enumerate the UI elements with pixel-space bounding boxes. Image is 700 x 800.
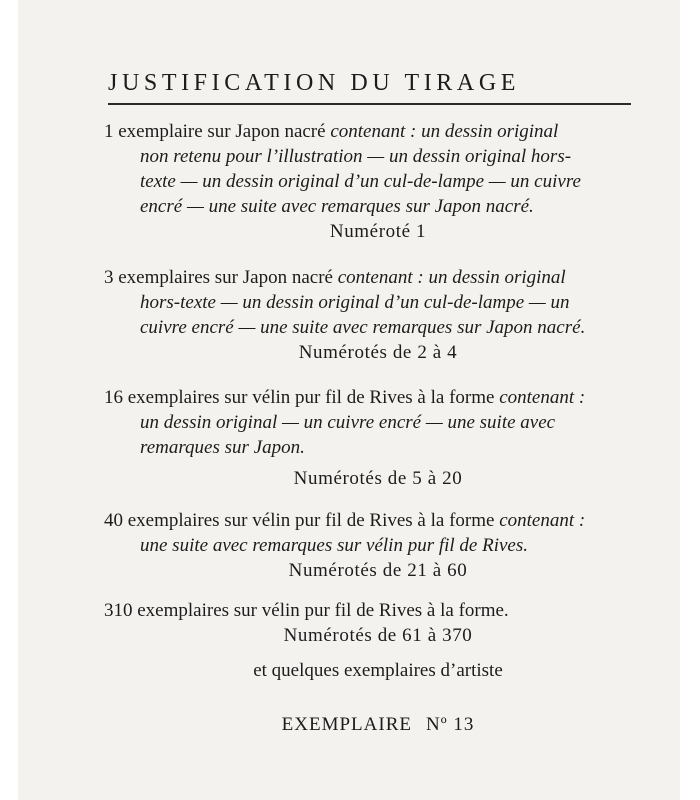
entry-line: encré — une suite avec remarques sur Japon nacré. bbox=[140, 196, 534, 217]
edition-entry-5 bbox=[104, 598, 634, 648]
title-rule bbox=[108, 103, 631, 105]
entry-line: 310 exemplaires sur vélin pur fil de Rives à la forme. bbox=[104, 600, 509, 621]
entry-line: 3 exemplaires sur Japon nacré contenant : un dessin original bbox=[104, 267, 566, 288]
copy-label: EXEMPLAIRE bbox=[281, 714, 412, 735]
edition-entry-3 bbox=[104, 385, 634, 491]
entry-line: non retenu pour l’illustration — un dessin original hors- bbox=[140, 146, 572, 167]
edition-entry-2 bbox=[104, 265, 634, 365]
entry-line: hors-texte — un dessin original d’un cul-de-lampe — un bbox=[140, 292, 570, 313]
entry-line: cuivre encré — une suite avec remarques sur Japon nacré. bbox=[140, 317, 586, 338]
entry-line: une suite avec remarques sur vélin pur fil de Rives. bbox=[140, 535, 528, 556]
page-title: JUSTIFICATION DU TIRAGE bbox=[108, 70, 521, 96]
book-page bbox=[18, 0, 680, 800]
copy-number-value: 13 bbox=[453, 714, 475, 735]
entry-line: texte — un dessin original d’un cul-de-lampe — un cuivre bbox=[140, 171, 581, 192]
entry-line: 16 exemplaires sur vélin pur fil de Rives à la forme contenant : bbox=[104, 387, 586, 408]
number-sign: Nº bbox=[425, 714, 448, 735]
entry-line: un dessin original — un cuivre encré — une suite avec bbox=[140, 412, 556, 433]
copy-number bbox=[104, 714, 634, 736]
entry-line: 40 exemplaires sur vélin pur fil de Rives à la forme contenant : bbox=[104, 510, 586, 531]
edition-entry-4 bbox=[104, 508, 634, 583]
entry-numbering: Numérotés de 2 à 4 bbox=[298, 342, 458, 363]
entry-line: 1 exemplaire sur Japon nacré contenant : un dessin original bbox=[104, 121, 559, 142]
entry-numbering: Numéroté 1 bbox=[329, 221, 427, 242]
entry-numbering: Numérotés de 21 à 60 bbox=[288, 560, 468, 581]
edition-entry-1 bbox=[104, 119, 634, 244]
artist-copies-note: et quelques exemplaires d’artiste bbox=[253, 660, 503, 681]
entry-numbering: Numérotés de 5 à 20 bbox=[293, 468, 463, 489]
entry-line: remarques sur Japon. bbox=[140, 437, 305, 458]
entry-numbering: Numérotés de 61 à 370 bbox=[283, 625, 473, 646]
